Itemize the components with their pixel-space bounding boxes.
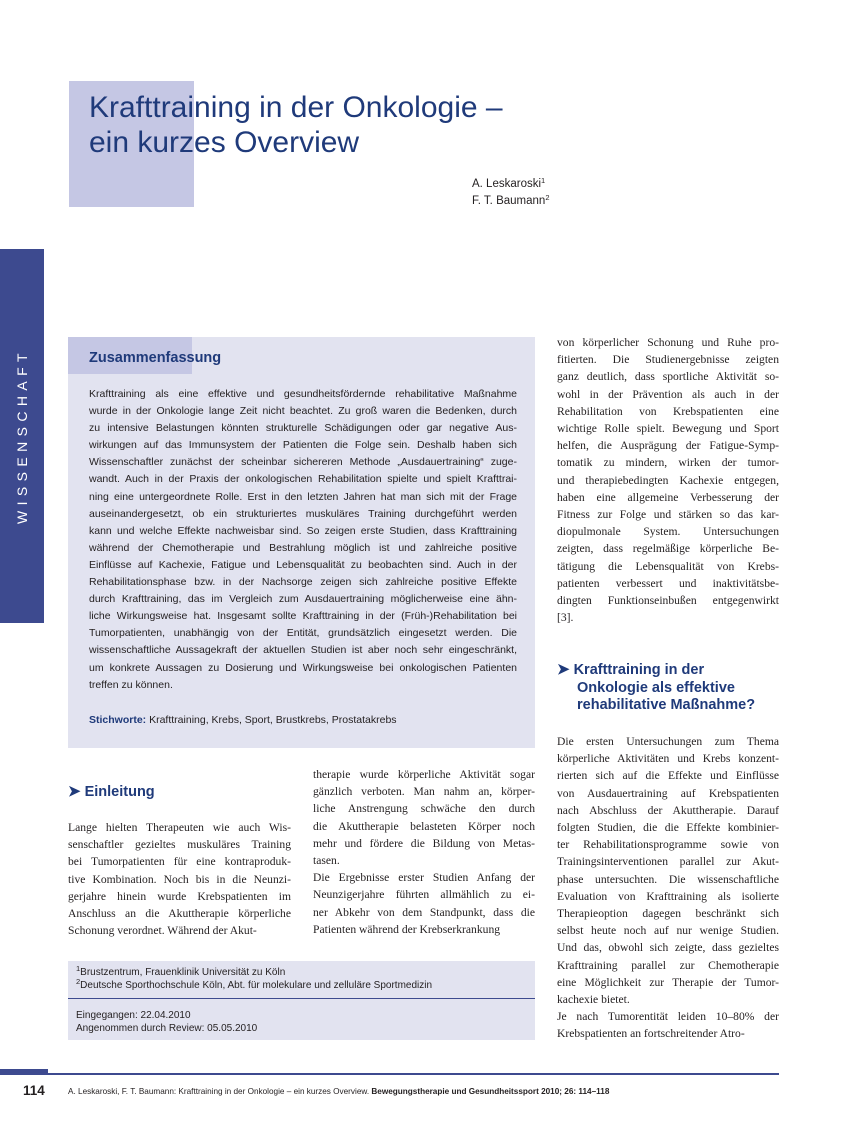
summary-line: wurde in der Onkologie lange Zeit nicht beachtet. Zu groß waren die Bedenken, durch	[89, 405, 517, 418]
text-line: Neunzigerjahre führten allmählich zu ei-	[313, 888, 535, 902]
text-line: ganz deutlich, dass sportliche Aktivität so-	[557, 370, 779, 384]
arrow-icon: ➤	[557, 661, 570, 678]
dates	[76, 1009, 257, 1035]
text-line: und therapiebedingten Kachexie entgegen,	[557, 473, 779, 487]
author-2-affiliation-mark: 2	[545, 193, 550, 202]
text-line: helfen, die Ausprägung der Fatigue-Symp-	[557, 439, 779, 453]
text-line: tätigung die Lebensqualität von Krebs-	[557, 559, 779, 573]
journal-reference: Bewegungstherapie und Gesundheitssport 2010; 26: 114–118	[371, 1087, 610, 1096]
summary-text	[89, 386, 517, 694]
text-line: Krafttraining parallel zur Chemotherapie	[557, 958, 779, 972]
author-2-name: F. T. Baumann	[472, 195, 546, 207]
text-line: Die ersten Untersuchungen zum Thema	[557, 735, 779, 748]
text-line: nach Abschluss der Akuttherapie. Darauf	[557, 803, 779, 817]
text-line: Schonung verordnet. Während der Akut-	[68, 924, 257, 938]
text-line: die Akuttherapie belasteten Körper noch	[313, 819, 535, 833]
text-line: Krebspatienten an fortschreitender Atro-	[557, 1027, 745, 1041]
text-line: Rehabilitation von Krebspatienten eine	[557, 404, 779, 418]
text-line: kachexie bietet.	[557, 993, 630, 1007]
footer-citation	[68, 1087, 609, 1096]
received-date: Eingegangen: 22.04.2010	[76, 1010, 191, 1021]
article-title	[89, 90, 609, 160]
accepted-date: Angenommen durch Review: 05.05.2010	[76, 1023, 258, 1034]
text-line: von körperlicher Schonung und Ruhe pro-	[557, 336, 779, 349]
text-line: bei Tumorpatienten für eine kontraproduk-	[68, 855, 291, 869]
summary-line: Krafttraining als eine effektive und gesundheitsfördernde rehabilitative Maßnahme	[89, 388, 517, 400]
text-line: ter Rehabilitationsprogramme sowie von	[557, 838, 779, 852]
author-1-name: A. Leskaroski	[472, 178, 542, 190]
title-line-1: Krafttraining in der Onkologie –	[89, 91, 503, 124]
affiliation-2	[76, 979, 432, 992]
affiliation-1-text: Brustzentrum, Frauenklinik Universität zu Köln	[80, 967, 286, 978]
einleitung-heading	[68, 783, 155, 802]
text-line: dingten Funktionseinbußen entgegenwirkt	[557, 594, 779, 608]
heading-line	[557, 661, 779, 680]
summary-line: Rehabilitationsphase bzw. in der Nachsorge zeigen sich zahlreiche positive Effekte	[89, 576, 517, 589]
heading-line-text: Krafttraining in der	[573, 662, 705, 678]
krafttraining-heading	[557, 661, 779, 715]
text-line: ner Abkehr von dem Standpunkt, dass die	[313, 905, 535, 919]
summary-line: wandt. Auch in der Praxis der onkologischen Rehabilitation spielte und spielt Krafttrai-	[89, 473, 517, 486]
text-line: mehr und fördere die Bildung von Metas-	[313, 836, 535, 850]
keywords	[89, 714, 397, 726]
arrow-icon: ➤	[68, 783, 81, 800]
text-line: phase untersuchten. Die wissenschaftliche	[557, 872, 779, 886]
text-line: selbst heute noch auf nur wenige Studien.	[557, 924, 779, 938]
einleitung-heading-text: Einleitung	[84, 784, 155, 800]
einleitung-column-2	[313, 766, 535, 938]
summary-line: treffen zu können.	[89, 678, 173, 691]
text-line: rierten sich auf die Effekte und Einflüsse	[557, 769, 779, 783]
heading-line-text: Onkologie als effektive	[577, 679, 735, 696]
affiliation-1	[76, 966, 432, 979]
summary-line: Einflüsse auf Kachexie, Fatigue und Lebensqualität zu beobachten sind. Auch in der	[89, 558, 517, 571]
page-number: 114	[23, 1083, 45, 1098]
text-line: folgten Studien, die die Effekte kombinier-	[557, 821, 779, 835]
text-line: fitierten. Die Studienergebnisse zeigten	[557, 353, 779, 367]
text-line: gänzlich verboten. Man nahm an, körper-	[313, 785, 535, 799]
text-line: patienten verbessert und inaktivitätsbe-	[557, 576, 779, 590]
summary-line: Tumorpatienten, unabhängig von der Entität, grundsätzlich eingesetzt werden. Die	[89, 627, 517, 640]
text-line: Je nach Tumorentität leiden 10–80% der	[557, 1010, 779, 1024]
heading-line-text: rehabilitative Maßnahme?	[577, 697, 756, 713]
summary-heading: Zusammenfassung	[89, 350, 222, 366]
author-list	[472, 176, 549, 210]
text-line: wichtige Rolle spielt. Bewegung und Sport	[557, 422, 779, 436]
footnote-separator	[68, 998, 535, 999]
summary-line: durch Krafttraining, das im Vergleich zum Ausdauertraining möglicherweise eine ähn-	[89, 593, 517, 606]
text-line: Lange hielten Therapeuten wie auch Wis-	[68, 821, 291, 834]
text-line: [3].	[557, 611, 574, 625]
text-line: tasen.	[313, 854, 340, 868]
text-line: Anschluss an die Akuttherapie körperliche	[68, 907, 291, 921]
footer-rule	[0, 1073, 779, 1075]
summary-line: während der Chemotherapie und Bestrahlung möglich ist und zahlreiche positive	[89, 541, 517, 554]
affiliation-2-text: Deutsche Sporthochschule Köln, Abt. für molekulare und zelluläre Sportmedizin	[80, 980, 433, 991]
text-line: körperliche Aktivitäten und Krebs konzent-	[557, 752, 779, 766]
author-2	[472, 193, 549, 210]
text-line: gerjahre hinein wurde Krebspatienten im	[68, 889, 291, 903]
text-line: tomatik zu mindern, wirken der tumor-	[557, 456, 779, 470]
right-column-bottom	[557, 733, 779, 1043]
text-line: Evaluation von Krafttraining als isolierte	[557, 889, 779, 903]
keywords-label: Stichworte:	[89, 714, 147, 726]
summary-line: Wissenschaftler zunächst der scheinbar sichereren Methode „Ausdauertraining“ zuge-	[89, 456, 517, 469]
text-line: Die Ergebnisse erster Studien Anfang der	[313, 871, 535, 885]
heading-line	[557, 680, 779, 698]
affiliation-1-mark: 1	[76, 964, 81, 973]
summary-line: zu intensive Belastungen könnten strukturelle Schädigungen oder gar negative Aus-	[89, 422, 517, 435]
summary-line: wissenschaftliche Aussagekraft der aktuellen Studien ist aber noch sehr eingeschränkt,	[89, 644, 517, 657]
text-line: von Ausdauertraining auf Krebspatienten	[557, 786, 779, 800]
text-line: eine Möglichkeit zur Therapie der Tumor-	[557, 975, 779, 989]
text-line: liche Anstrengung schwäche den durch	[313, 802, 535, 816]
text-line: Und das, obwohl sich zeigte, dass gezieltes	[557, 941, 779, 955]
author-1-affiliation-mark: 1	[541, 176, 546, 185]
text-line: Trainingsinterventionen parallel zur Akut-	[557, 855, 779, 869]
text-line: zeigten, dass regelmäßige körperliche Be-	[557, 542, 779, 556]
summary-line: ning eine untergeordnete Rolle. Erst in den letzten Jahren hat man sich mit der Frage	[89, 490, 517, 503]
summary-line: um konkrete Aussagen zu Dosierung und Wirkungsweise bei onkologischen Patienten	[89, 661, 517, 674]
title-line-2: ein kurzes Overview	[89, 126, 360, 159]
text-line: diopulmonale System. Untersuchungen	[557, 525, 779, 539]
text-line: wohl in der Prävention als auch in der	[557, 387, 779, 401]
text-line: tive Kombination. Noch bis in die Neunzi-	[68, 872, 291, 886]
keywords-list: Krafttraining, Krebs, Sport, Brustkrebs, Prostatakrebs	[149, 714, 397, 726]
summary-line: wirkungen auf das Immunsystem der Patienten die Folge sein. Deshalb haben sich	[89, 439, 517, 452]
einleitung-column-1	[68, 819, 291, 939]
citation-text: A. Leskaroski, F. T. Baumann: Krafttraining in der Onkologie – ein kurzes Overview.	[68, 1087, 372, 1096]
text-line: haben eine allgemeine Verbesserung der	[557, 490, 779, 504]
summary-line: liche Wirkungsweise hat. Insgesamt sollte Krafttraining in der (Früh-)Rehabilitation bei	[89, 610, 517, 623]
author-1	[472, 176, 549, 193]
affiliation-2-mark: 2	[76, 977, 81, 986]
text-line: Fitness zur Folge und stärken so das kar-	[557, 508, 779, 522]
summary-line: auseinandergesetzt, ob ein strukturiertes muskuläres Training durchgeführt werden	[89, 507, 517, 520]
affiliations	[76, 966, 432, 992]
heading-line	[557, 697, 779, 715]
text-line: Patienten während der Krebserkrankung	[313, 922, 501, 936]
text-line: Therapieoption dagegen beschränkt sich	[557, 907, 779, 921]
summary-line: kann und welche Effekte nachweisbar sind. So zeigen erste Studien, dass Krafttraining	[89, 524, 517, 537]
footer-accent	[0, 1069, 48, 1075]
text-line: senschaftler gezieltes muskuläres Training	[68, 838, 291, 852]
text-line: therapie wurde körperliche Aktivität sogar	[313, 768, 535, 781]
right-column-top	[557, 334, 779, 626]
section-label: WISSENSCHAFT	[14, 347, 30, 525]
